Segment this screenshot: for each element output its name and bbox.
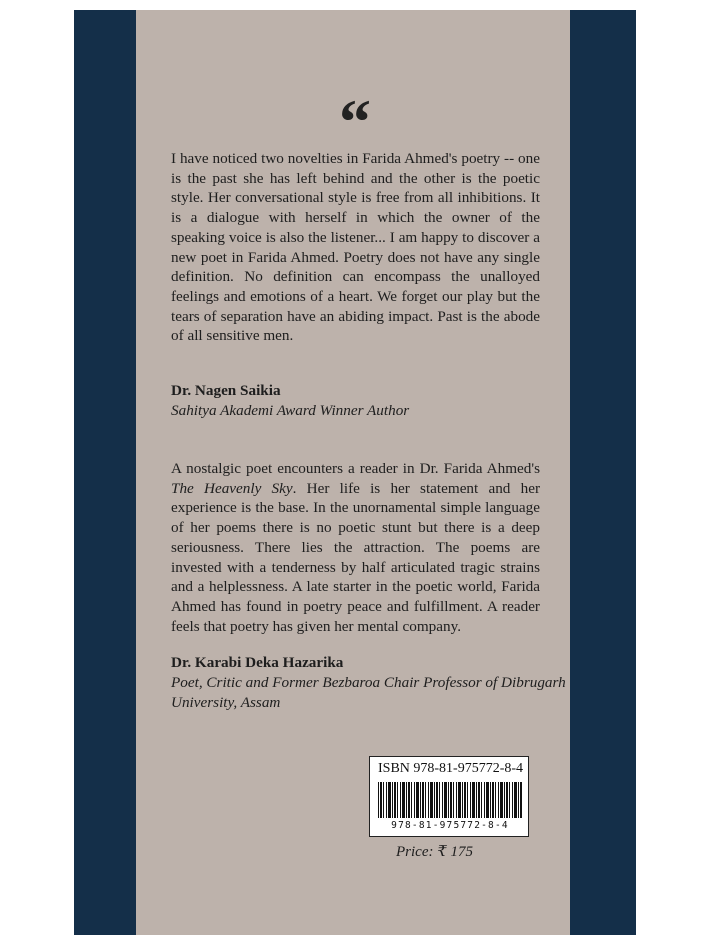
review-1-text: I have noticed two novelties in Farida Ahmed's poetry -- one is the past she has left behind and the other is the poetic style. Her conversational style is free from all inhibitions. It is a dialogue with herself in which the owner of the speaking voice is also the listener... I am happy to discover a new poet in Farida Ahmed. Poetry does not have any single definition. No definition can encompass the unalloyed feelings and emotions of a heart. We forget our play but the tears of separation have an abiding impact. Past is the abode of all sensitive men.: [171, 150, 540, 345]
barcode-icon: [378, 782, 522, 818]
book-title: The Heavenly Sky: [171, 479, 293, 497]
review-2-text-end: . Her life is her statement and her experience is the base. In the unornamental simple language of her poems there is no poetic stunt but there is a deep seriousness. There lies the attraction. The poems are invested with a tenderness by half articulated tragic strains and a helplessness. A late starter in the poetic world, Farida Ahmed has found in poetry peace and fulfillment. A reader feels that poetry has given her mental company.: [171, 479, 541, 635]
review-2-attribution: [171, 653, 571, 713]
barcode-digits: 978-81-975772-8-4: [391, 820, 509, 831]
review-1-attribution: [171, 381, 571, 421]
isbn-label: ISBN 978-81-975772-8-4: [378, 761, 524, 776]
quote-mark-icon: “: [339, 86, 371, 157]
back-cover: [74, 10, 636, 935]
isbn-box: [369, 756, 529, 837]
review-2-author-title: Poet, Critic and Former Bezbaroa Chair Professor of Dibrugarh University, Assam: [171, 674, 566, 711]
price: Price: ₹ 175: [396, 844, 474, 860]
review-2-author: Dr. Karabi Deka Hazarika: [171, 654, 344, 671]
review-1-author: Dr. Nagen Saikia: [171, 382, 281, 399]
review-2-text: [171, 459, 540, 636]
review-2-text-start: A nostalgic poet encounters a reader in Dr. Farida Ahmed's: [171, 460, 540, 477]
review-1-author-title: Sahitya Akademi Award Winner Author: [171, 402, 410, 419]
